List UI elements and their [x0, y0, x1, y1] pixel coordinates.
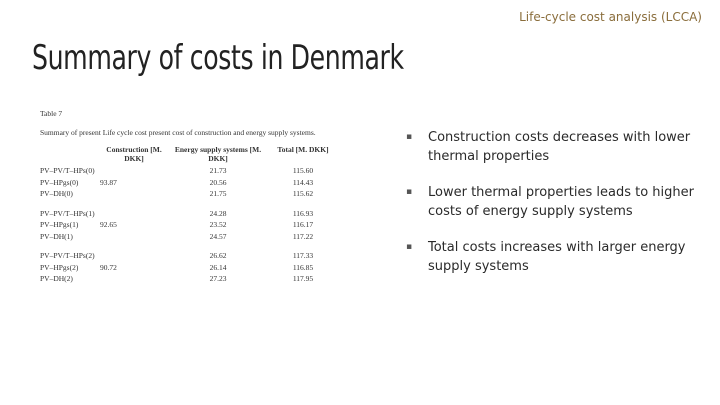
square-bullet-icon: ▪ [406, 242, 413, 252]
table-row [40, 177, 338, 189]
bullet-item [406, 128, 706, 166]
cost-table [40, 145, 338, 285]
energy-cost: 24.28 [209, 208, 227, 218]
row-label: PV–PV/T–HPs(0) [40, 166, 95, 175]
row-label: PV–HPgs(1) [40, 220, 79, 229]
total-cost: 117.22 [292, 231, 314, 241]
table-header-cell: Construction [M. DKK] [106, 145, 162, 163]
energy-cost: 20.56 [209, 177, 227, 187]
construction-cost: 90.72 [100, 262, 117, 272]
total-cost: 115.60 [292, 166, 314, 175]
square-bullet-icon: ▪ [406, 132, 413, 142]
table-header-cell: Energy supply systems [M. DKK] [174, 145, 262, 163]
row-label: PV–PV/T–HPs(2) [40, 251, 95, 260]
row-label: PV–HPgs(0) [40, 177, 79, 187]
table-header-cell [40, 145, 100, 165]
table-row [40, 219, 338, 231]
table-row [40, 273, 338, 285]
bullet-text: Total costs increases with larger energy supply systems [428, 240, 686, 274]
row-label: PV–HPgs(2) [40, 262, 79, 272]
table-row [40, 231, 338, 243]
row-label: PV–DH(2) [40, 274, 73, 283]
table-row [40, 165, 338, 177]
construction-cost: 92.65 [100, 220, 117, 229]
energy-cost: 26.62 [209, 251, 227, 260]
row-label: PV–DH(0) [40, 189, 73, 198]
table-row [40, 188, 338, 200]
bullet-text: Construction costs decreases with lower thermal properties [428, 130, 691, 164]
energy-cost: 21.75 [209, 189, 227, 198]
table-header-cell: Total [M. DKK] [277, 145, 329, 154]
energy-cost: 26.14 [209, 262, 227, 272]
row-label: PV–DH(1) [40, 231, 73, 241]
energy-cost: 24.57 [209, 231, 227, 241]
row-label: PV–PV/T–HPs(1) [40, 208, 95, 218]
bullet-text: Lower thermal properties leads to higher costs of energy supply systems [428, 185, 694, 219]
energy-cost: 21.73 [209, 166, 227, 175]
table-subcaption: Summary of present Life cycle cost present cost of construction and energy supply systems. [40, 128, 316, 137]
total-cost: 117.33 [292, 251, 314, 260]
section-header-tag: Life-cycle cost analysis (LCCA) [519, 10, 702, 24]
total-cost: 116.17 [292, 220, 314, 229]
group-spacer [40, 242, 338, 250]
construction-cost: 93.87 [100, 177, 117, 187]
slide-title: Summary of costs in Denmark [32, 38, 404, 78]
table-row [40, 262, 338, 274]
total-cost: 114.43 [292, 177, 314, 187]
total-cost: 115.62 [292, 189, 314, 198]
table-caption: Table 7 [40, 109, 63, 118]
findings-bullet-list [406, 128, 706, 293]
bullet-item [406, 238, 706, 276]
total-cost: 116.93 [292, 208, 314, 218]
energy-cost: 27.23 [209, 274, 227, 283]
table-row [40, 250, 338, 262]
group-spacer [40, 200, 338, 208]
total-cost: 117.95 [292, 274, 314, 283]
energy-cost: 23.52 [209, 220, 227, 229]
cost-table-image [40, 108, 360, 358]
bullet-item [406, 183, 706, 221]
table-header-row [40, 145, 338, 165]
table-row [40, 208, 338, 220]
square-bullet-icon: ▪ [406, 187, 413, 197]
total-cost: 116.85 [292, 262, 314, 272]
